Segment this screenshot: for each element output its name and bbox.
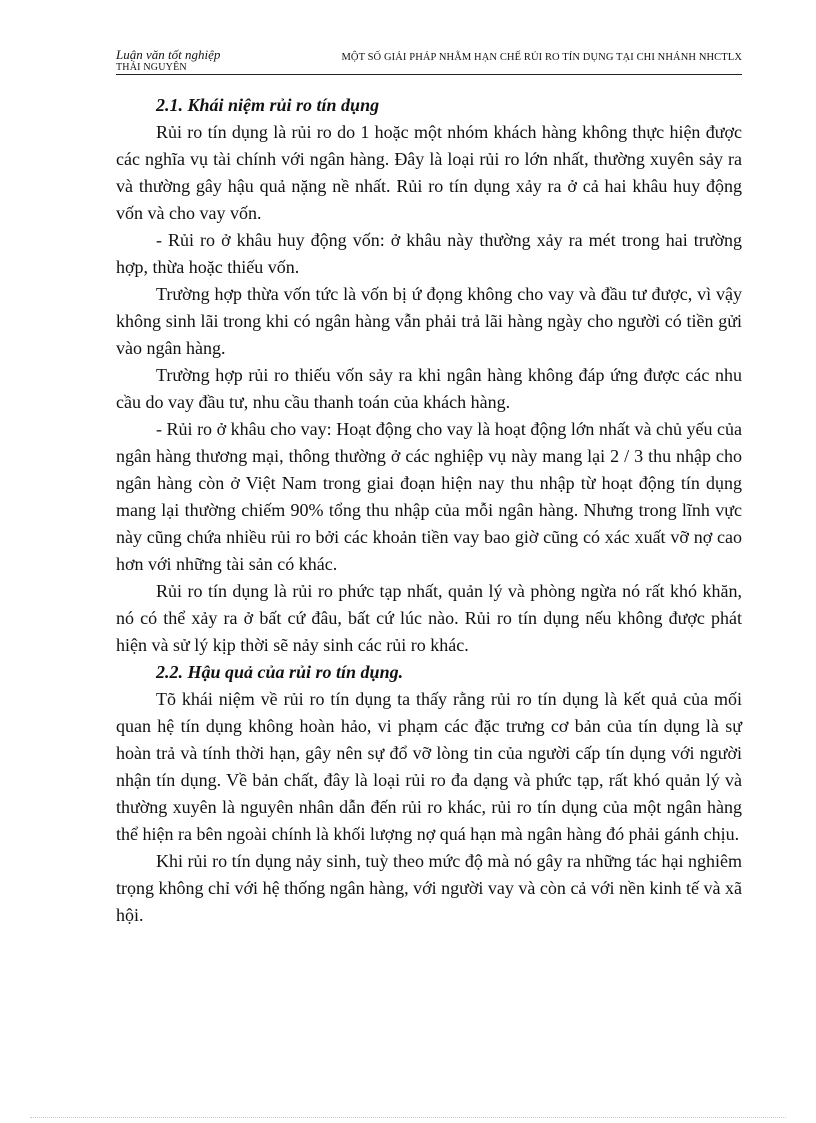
page-bottom-divider [30,1117,786,1118]
section-heading: 2.1. Khái niệm rủi ro tín dụng [156,95,380,115]
section-2-2 [116,659,742,929]
paragraph: Trường hợp thừa vốn tức là vốn bị ứ đọng không cho vay và đầu tư được, vì vậy không sinh lãi trong khi có ngân hàng vẫn phải trả lãi hàng ngày cho người có tiền gửi vào ngân hàng. [116,284,742,358]
paragraph: Khi rủi ro tín dụng nảy sinh, tuỳ theo mức độ mà nó gây ra những tác hại nghiêm trọng không chỉ với hệ thống ngân hàng, với người vay và còn cả với nền kinh tế và xã hội. [116,851,742,925]
paragraph: Rủi ro tín dụng là rủi ro do 1 hoặc một nhóm khách hàng không thực hiện được các nghĩa vụ tài chính với ngân hàng. Đây là loại rủi ro lớn nhất, thường xuyên sảy ra và thường gây hậu quả nặng nề nhất. Rủi ro tín dụng xảy ra ở cả hai khâu huy động vốn và cho vay vốn. [116,122,742,223]
paragraph: Rủi ro tín dụng là rủi ro phức tạp nhất, quản lý và phòng ngừa nó rất khó khăn, nó có thể xảy ra ở bất cứ đâu, bất cứ lúc nào. Rủi ro tín dụng nếu không được phát hiện và sử lý kịp thời sẽ nảy sinh các rủi ro khác. [116,581,742,655]
paragraph: Tõ khái niệm về rủi ro tín dụng ta thấy rằng rủi ro tín dụng là kết quả của mối quan hệ tín dụng không hoàn hảo, vi phạm các đặc trưng cơ bản của tín dụng là sự hoàn trả và tính thời hạn, gây nên sự đổ vỡ lòng tin của người cấp tín dụng với người nhận tín dụng. Về bản chất, đây là loại rủi ro đa dạng và phức tạp, rất khó quản lý và thường xuyên là nguyên nhân dẫn đến rủi ro khác, rủi ro tín dụng của một ngân hàng thể hiện ra bên ngoài chính là khối lượng nợ quá hạn mà ngân hàng đó phải gánh chịu. [116,689,742,844]
paragraph: - Rủi ro ở khâu cho vay: Hoạt động cho vay là hoạt động lớn nhất và chủ yếu của ngân hàng thương mại, thông thường ở các nghiệp vụ này mang lại 2 / 3 thu nhập cho ngân hàng còn ở Việt Nam trong giai đoạn hiện nay thu nhập từ hoạt động tín dụng mang lại thường chiếm 90% tổng thu nhập của mỗi ngân hàng. Nhưng trong lĩnh vực này cũng chứa nhiều rủi ro bởi các khoản tiền vay bao giờ cũng có xác xuất vỡ nợ cao hơn với những tài sản có khác. [116,419,742,574]
page-header [116,48,742,75]
header-thesis-label: Luận văn tốt nghiệp [116,47,221,62]
section-2-1 [116,92,742,659]
document-body [116,92,742,929]
paragraph: Trường hợp rủi ro thiếu vốn sảy ra khi ngân hàng không đáp ứng được các nhu cầu do vay đầu tư, nhu cầu thanh toán của khách hàng. [116,365,742,412]
header-left [116,48,220,73]
header-document-title: MỘT SỐ GIẢI PHÁP NHẰM HẠN CHẾ RỦI RO TÍN DỤNG TẠI CHI NHÁNH NHCTLX [341,52,742,63]
section-heading: 2.2. Hậu quả của rủi ro tín dụng. [156,662,404,682]
paragraph: - Rủi ro ở khâu huy động vốn: ở khâu này thường xảy ra mét trong hai trường hợp, thừa hoặc thiếu vốn. [116,230,742,277]
header-location: THÁI NGUYÊN [116,62,187,73]
